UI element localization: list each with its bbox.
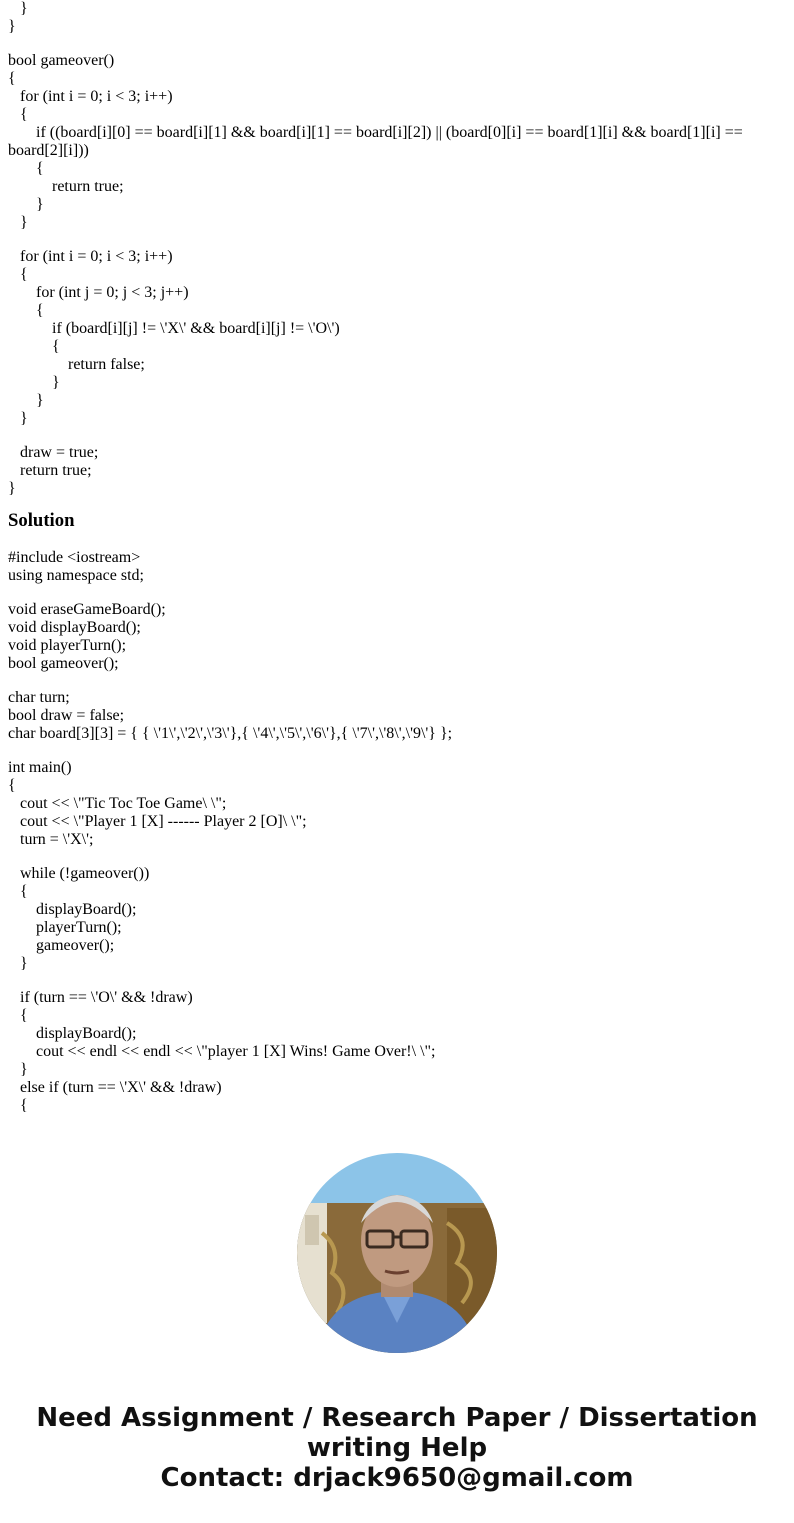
code-line: #include <iostream> (8, 549, 141, 566)
blank-line (8, 743, 786, 759)
code-line: displayBoard(); (8, 901, 137, 918)
blank-line (8, 973, 786, 989)
code-line: return false; (8, 356, 145, 373)
code-block-solution (8, 549, 786, 1115)
code-line: displayBoard(); (8, 1025, 137, 1042)
code-line: cout << endl << endl << \"player 1 [X] Wins! Game Over!\ \"; (8, 1043, 436, 1060)
code-line: return true; (8, 178, 124, 195)
code-line: char board[3][3] = { { \'1\',\'2\',\'3\'},{ \'4\',\'5\',\'6\'},{ \'7\',\'8\',\'9\'} }; (8, 725, 453, 742)
code-line: cout << \"Player 1 [X] ------ Player 2 [O]\ \"; (8, 813, 307, 830)
code-line: draw = true; (8, 444, 99, 461)
code-line: for (int i = 0; i < 3; i++) (8, 248, 173, 265)
code-line: { (8, 302, 44, 319)
code-line: turn = \'X\'; (8, 831, 94, 848)
code-line: void displayBoard(); (8, 619, 141, 636)
code-line: } (8, 214, 28, 231)
blank-line (8, 36, 786, 52)
code-line: void eraseGameBoard(); (8, 601, 166, 618)
code-line: int main() (8, 759, 72, 776)
code-line: for (int i = 0; i < 3; i++) (8, 88, 173, 105)
code-line: char turn; (8, 689, 70, 706)
code-line: { (8, 338, 60, 355)
code-line: { (8, 1097, 28, 1114)
promo-line-1: Need Assignment / Research Paper / Dissertation (36, 1403, 758, 1433)
code-line: } (8, 1061, 28, 1078)
blank-line (8, 585, 786, 601)
portrait-image (297, 1153, 497, 1353)
code-line: } (8, 410, 28, 427)
code-line: { (8, 160, 44, 177)
code-line: } (8, 480, 16, 497)
code-line: { (8, 70, 16, 87)
code-line: } (8, 392, 44, 409)
code-line: } (8, 18, 16, 35)
code-line: { (8, 777, 16, 794)
code-line: void playerTurn(); (8, 637, 127, 654)
code-line: } (8, 374, 60, 391)
code-line: } (8, 196, 44, 213)
code-line: using namespace std; (8, 567, 144, 584)
promo-text (0, 1403, 794, 1493)
solution-heading: Solution (8, 510, 75, 531)
code-line: bool gameover(); (8, 655, 119, 672)
promo-line-3: Contact: drjack9650@gmail.com (160, 1463, 634, 1493)
code-line: playerTurn(); (8, 919, 122, 936)
code-line: } (8, 955, 28, 972)
code-line: cout << \"Tic Toc Toe Game\ \"; (8, 795, 227, 812)
blank-line (8, 673, 786, 689)
code-line: gameover(); (8, 937, 115, 954)
code-line: else if (turn == \'X\' && !draw) (8, 1079, 222, 1096)
code-line: { (8, 883, 28, 900)
code-line: if (board[i][j] != \'X\' && board[i][j] != \'O\') (8, 320, 340, 337)
blank-line (8, 849, 786, 865)
code-line: while (!gameover()) (8, 865, 150, 882)
code-line: if ((board[i][0] == board[i][1] && board[i][1] == board[i][2]) || (board[0][i] == board[1][i] && board[1][i] == board[2][i])) (8, 124, 747, 159)
author-photo (297, 1153, 497, 1353)
code-line: } (8, 0, 28, 17)
code-line: bool gameover() (8, 52, 115, 69)
code-line: for (int j = 0; j < 3; j++) (8, 284, 189, 301)
code-line: { (8, 1007, 28, 1024)
document-content (8, 0, 786, 1115)
promo-line-2: writing Help (306, 1433, 488, 1463)
code-line: { (8, 266, 28, 283)
code-line: return true; (8, 462, 92, 479)
blank-line (8, 428, 786, 444)
code-block-top (8, 0, 786, 498)
code-line: { (8, 106, 28, 123)
code-line: if (turn == \'O\' && !draw) (8, 989, 193, 1006)
code-line: bool draw = false; (8, 707, 125, 724)
blank-line (8, 232, 786, 248)
